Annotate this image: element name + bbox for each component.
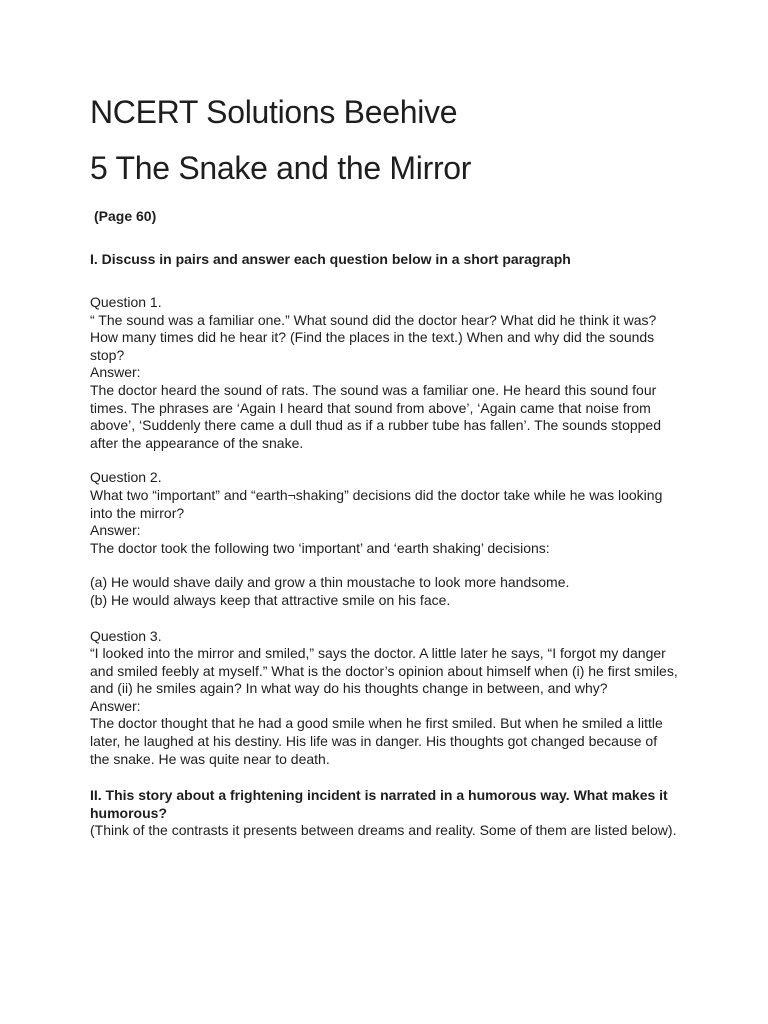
question-3-block <box>90 628 678 769</box>
answer-1-label: Answer: <box>90 364 141 381</box>
answer-2-text: The doctor took the following two ‘important’ and ‘earth shaking’ decisions: <box>90 539 550 556</box>
chapter-title: 5 The Snake and the Mirror <box>90 150 472 186</box>
section-2-text: (Think of the contrasts it presents between dreams and reality. Some of them are listed below). <box>90 822 677 839</box>
answer-3-label: Answer: <box>90 697 141 714</box>
page-reference: (Page 60) <box>94 208 157 224</box>
question-1-label: Question 1. <box>90 294 162 310</box>
question-2-label: Question 2. <box>90 469 162 486</box>
answer-3-text: The doctor thought that he had a good smile when he first smiled. But when he smiled a little later, he laughed at his destiny. His life was in danger. His thoughts got changed because of the snake. He was quite near to death. <box>90 715 663 767</box>
question-2-text: What two “important” and “earth¬shaking” decisions did the doctor take while he was looking into the mirror? <box>90 486 663 521</box>
spacer <box>90 557 678 574</box>
document-page <box>90 92 678 840</box>
section-1-heading: I. Discuss in pairs and answer each question below in a short paragraph <box>90 251 571 267</box>
question-3-text: “I looked into the mirror and smiled,” says the doctor. A little later he says, “I forgot my danger and smiled feebly at myself.” What is the doctor’s opinion about himself when (i) he first smiles, and (ii) he smiles again? In what way do his thoughts change in between, and why? <box>90 645 678 697</box>
document-title: NCERT Solutions Beehive <box>90 94 458 130</box>
answer-1-text: The doctor heard the sound of rats. The sound was a familiar one. He heard this sound four times. The phrases are ‘Again I heard that sound from above’, ‘Again came that noise from above’, ‘Suddenly there came a dull thud as if a rubber tube has fallen’. The sounds stopped after the appearance of the snake. <box>90 381 662 451</box>
section-2-heading: II. This story about a frightening incident is narrated in a humorous way. What makes it humorous? <box>90 787 668 821</box>
question-3-label: Question 3. <box>90 627 162 644</box>
section-2-block <box>90 787 678 840</box>
question-1-block <box>90 294 678 452</box>
answer-2-label: Answer: <box>90 522 141 539</box>
question-1-text: “ The sound was a familiar one.” What sound did the doctor hear? What did he think it was? How many times did he hear it? (Find the places in the text.) When and why did the sounds stop? <box>90 311 657 363</box>
answer-2-item-a: (a) He would shave daily and grow a thin moustache to look more handsome. <box>90 574 570 591</box>
answer-2-item-b: (b) He would always keep that attractive smile on his face. <box>90 591 451 608</box>
question-2-block <box>90 469 678 609</box>
